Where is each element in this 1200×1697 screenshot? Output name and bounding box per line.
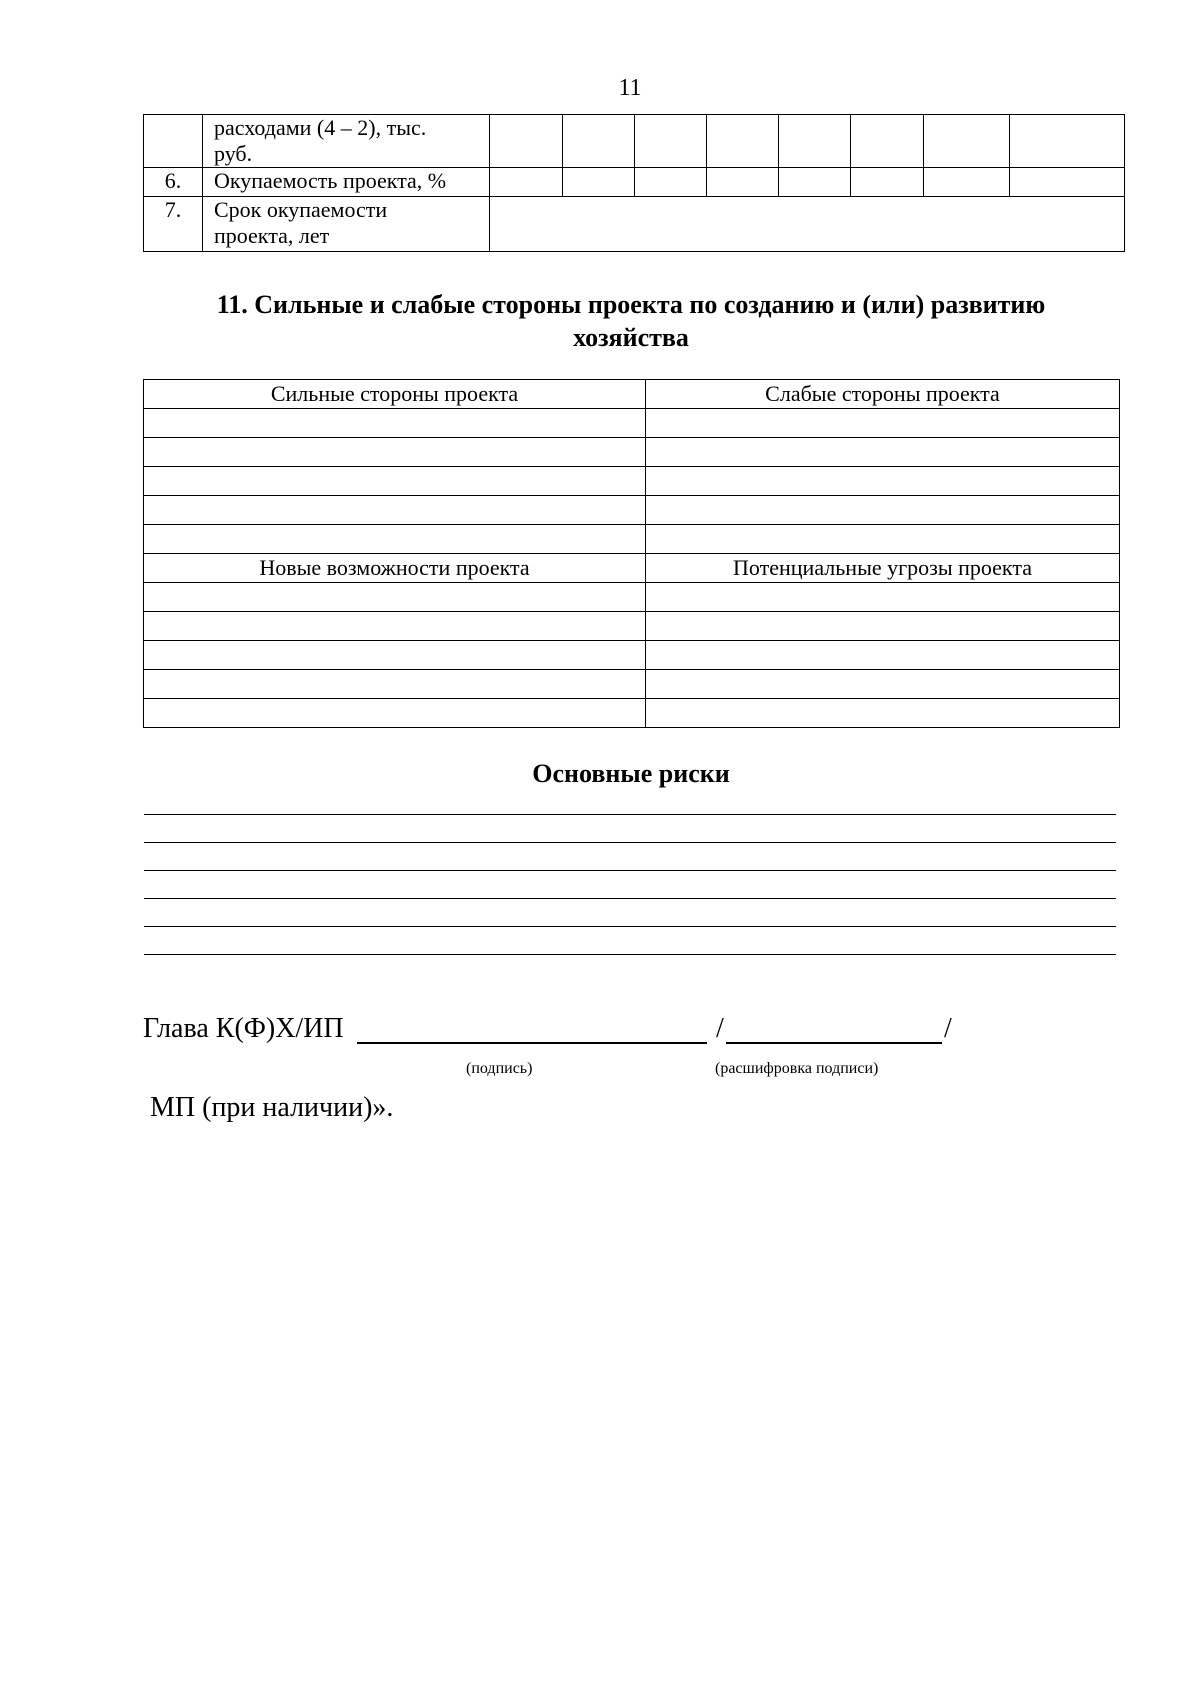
row-number: 7. bbox=[144, 197, 203, 252]
swot-header-row bbox=[144, 380, 1120, 409]
strength-cell[interactable] bbox=[144, 496, 646, 525]
row-label bbox=[203, 168, 490, 197]
table-cell bbox=[851, 168, 924, 197]
table-cell bbox=[851, 115, 924, 168]
risk-entry-line[interactable] bbox=[144, 842, 1116, 843]
opportunity-cell[interactable] bbox=[144, 612, 646, 641]
page-number: 11 bbox=[618, 75, 642, 101]
table-cell bbox=[707, 168, 779, 197]
table-row bbox=[144, 438, 1120, 467]
risk-entry-line[interactable] bbox=[144, 898, 1116, 899]
signature-caption: (подпись) bbox=[466, 1060, 533, 1077]
row-number bbox=[144, 115, 203, 168]
opportunity-cell[interactable] bbox=[144, 699, 646, 728]
slash-right: / bbox=[944, 1013, 952, 1044]
section-title-line: хозяйства bbox=[573, 323, 689, 352]
table-row bbox=[144, 670, 1120, 699]
opportunity-cell[interactable] bbox=[144, 641, 646, 670]
threat-cell[interactable] bbox=[646, 670, 1120, 699]
table-cell bbox=[924, 168, 1010, 197]
strength-cell[interactable] bbox=[144, 438, 646, 467]
risks-title: Основные риски bbox=[532, 759, 730, 788]
table-row bbox=[144, 699, 1120, 728]
table-row bbox=[144, 168, 1125, 197]
table-cell bbox=[1010, 115, 1125, 168]
row-label-line: проекта, лет bbox=[214, 223, 330, 248]
row-label-line: руб. bbox=[214, 141, 253, 166]
weakness-cell[interactable] bbox=[646, 409, 1120, 438]
row-label-line: расходами (4 – 2), тыс. bbox=[214, 115, 427, 140]
signature-block bbox=[143, 1012, 1123, 1132]
threat-cell[interactable] bbox=[646, 699, 1120, 728]
swot-header-row bbox=[144, 554, 1120, 583]
threat-cell[interactable] bbox=[646, 583, 1120, 612]
decoding-line[interactable] bbox=[726, 1042, 942, 1044]
row-label-line: Окупаемость проекта, % bbox=[214, 168, 447, 193]
table-cell bbox=[635, 115, 707, 168]
threat-cell[interactable] bbox=[646, 612, 1120, 641]
row-label-line: Срок окупаемости bbox=[214, 197, 388, 222]
table-cell bbox=[490, 168, 563, 197]
weakness-cell[interactable] bbox=[646, 496, 1120, 525]
table-cell bbox=[563, 115, 635, 168]
table-cell bbox=[563, 168, 635, 197]
indicator-table bbox=[143, 114, 1125, 252]
weaknesses-header: Слабые стороны проекта bbox=[646, 380, 1120, 409]
swot-table bbox=[143, 379, 1120, 728]
opportunity-cell[interactable] bbox=[144, 583, 646, 612]
stamp-note: МП (при наличии)». bbox=[150, 1092, 394, 1123]
table-row bbox=[144, 496, 1120, 525]
signature-line[interactable] bbox=[357, 1042, 707, 1044]
table-cell bbox=[924, 115, 1010, 168]
table-row bbox=[144, 525, 1120, 554]
section-title-line: 11. Сильные и слабые стороны проекта по созданию и (или) развитию bbox=[216, 290, 1046, 319]
table-cell bbox=[707, 115, 779, 168]
table-row bbox=[144, 641, 1120, 670]
risk-entry-line[interactable] bbox=[144, 870, 1116, 871]
table-row bbox=[144, 467, 1120, 496]
slash-left: / bbox=[716, 1013, 724, 1044]
table-cell bbox=[1010, 168, 1125, 197]
strength-cell[interactable] bbox=[144, 467, 646, 496]
table-row bbox=[144, 612, 1120, 641]
table-cell bbox=[490, 115, 563, 168]
threats-header: Потенциальные угрозы проекта bbox=[646, 554, 1120, 583]
row-label bbox=[203, 197, 490, 252]
opportunities-header: Новые возможности проекта bbox=[144, 554, 646, 583]
row-label bbox=[203, 115, 490, 168]
risk-entry-line[interactable] bbox=[144, 926, 1116, 927]
weakness-cell[interactable] bbox=[646, 525, 1120, 554]
table-row bbox=[144, 197, 1125, 252]
strengths-header: Сильные стороны проекта bbox=[144, 380, 646, 409]
table-cell bbox=[779, 168, 851, 197]
strength-cell[interactable] bbox=[144, 525, 646, 554]
threat-cell[interactable] bbox=[646, 641, 1120, 670]
table-row bbox=[144, 583, 1120, 612]
merged-value-cell bbox=[490, 197, 1125, 252]
weakness-cell[interactable] bbox=[646, 438, 1120, 467]
row-number: 6. bbox=[144, 168, 203, 197]
risk-entry-line[interactable] bbox=[144, 954, 1116, 955]
signatory-label: Глава К(Ф)Х/ИП bbox=[143, 1013, 344, 1044]
table-cell bbox=[779, 115, 851, 168]
risk-entry-line[interactable] bbox=[144, 814, 1116, 815]
table-row bbox=[144, 115, 1125, 168]
table-cell bbox=[635, 168, 707, 197]
table-row bbox=[144, 409, 1120, 438]
strength-cell[interactable] bbox=[144, 409, 646, 438]
opportunity-cell[interactable] bbox=[144, 670, 646, 699]
weakness-cell[interactable] bbox=[646, 467, 1120, 496]
section-title bbox=[143, 288, 1119, 354]
decoding-caption: (расшифровка подписи) bbox=[715, 1060, 879, 1077]
